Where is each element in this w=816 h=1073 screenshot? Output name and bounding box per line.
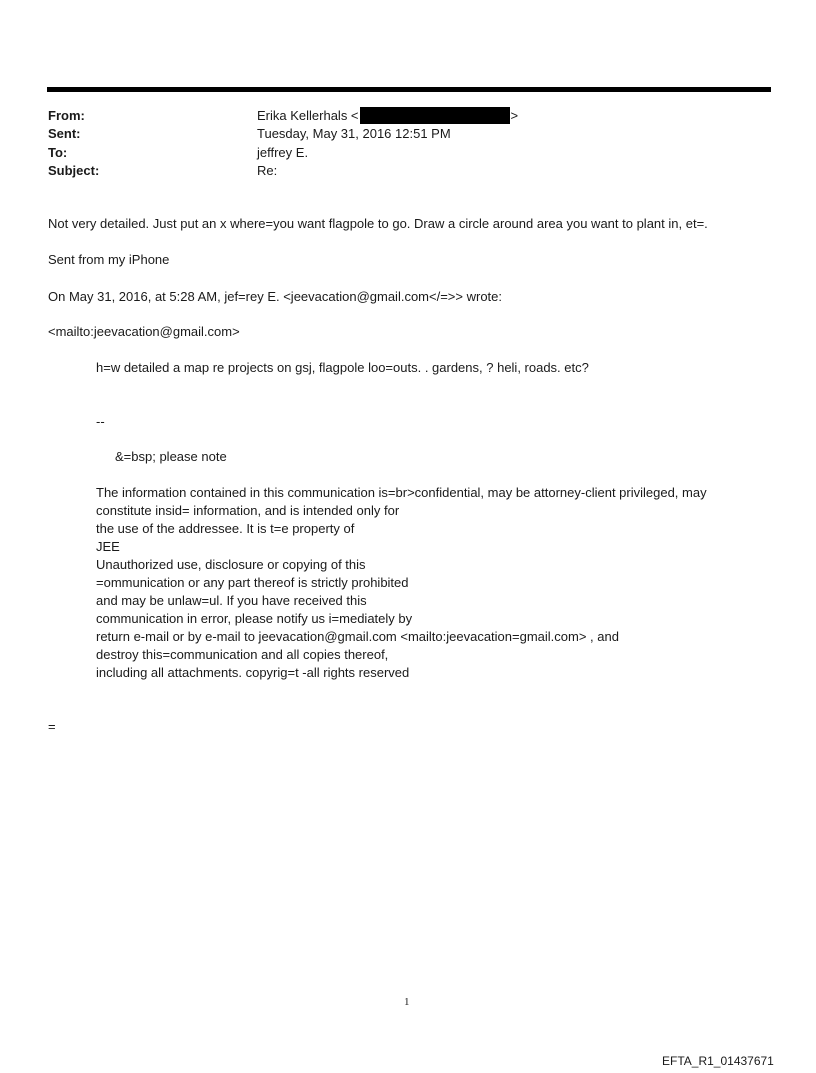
disclaimer-line: constitute insid= information, and is intended only for [96,503,400,518]
disclaimer-line: the use of the addressee. It is t=e property of [96,521,355,536]
redaction-block [360,107,510,124]
disclaimer-line: and may be unlaw=ul. If you have received this [96,593,367,608]
to-value: jeffrey E. [257,145,309,160]
disclaimer-line: including all attachments. copyrig=t -all rights reserved [96,665,410,680]
from-value [257,107,518,125]
sent-label: Sent: [48,126,81,141]
disclaimer-line: communication in error, please notify us i=mediately by [96,611,413,626]
please-note: &=bsp; please note [115,449,227,464]
dashes: -- [96,414,105,429]
disclaimer-line: Unauthorized use, disclosure or copying of this [96,557,366,572]
disclaimer-line: destroy this=communication and all copies thereof, [96,647,389,662]
disclaimer-line: The information contained in this communication is=br>confidential, may be attorney-client privileged, may [96,485,707,500]
page-number: 1 [404,996,410,1008]
signature: Sent from my iPhone [48,252,170,267]
subject-label: Subject: [48,163,100,178]
from-label: From: [48,108,85,123]
quoted-question: h=w detailed a map re projects on gsj, flagpole loo=outs. . gardens, ? heli, roads. etc? [96,360,589,375]
disclaimer-line: return e-mail or by e-mail to jeevacation@gmail.com <mailto:jeevacation=gmail.com> , and [96,629,619,644]
sent-value: Tuesday, May 31, 2016 12:51 PM [257,126,451,141]
header-divider [47,87,771,92]
trailing-equals: = [48,719,56,734]
reply-text: Not very detailed. Just put an x where=you want flagpole to go. Draw a circle around area you want to plant in, et=. [48,216,708,231]
from-name: Erika Kellerhals < [257,108,359,123]
disclaimer-line: JEE [96,539,120,554]
quote-intro: On May 31, 2016, at 5:28 AM, jef=rey E. <jeevacation@gmail.com</=>> wrote: [48,289,502,304]
mailto-line: <mailto:jeevacation@gmail.com> [48,324,240,339]
to-label: To: [48,145,68,160]
document-id: EFTA_R1_01437671 [662,1054,774,1068]
from-close: > [510,108,519,123]
subject-value: Re: [257,163,278,178]
disclaimer-line: =ommunication or any part thereof is strictly prohibited [96,575,409,590]
